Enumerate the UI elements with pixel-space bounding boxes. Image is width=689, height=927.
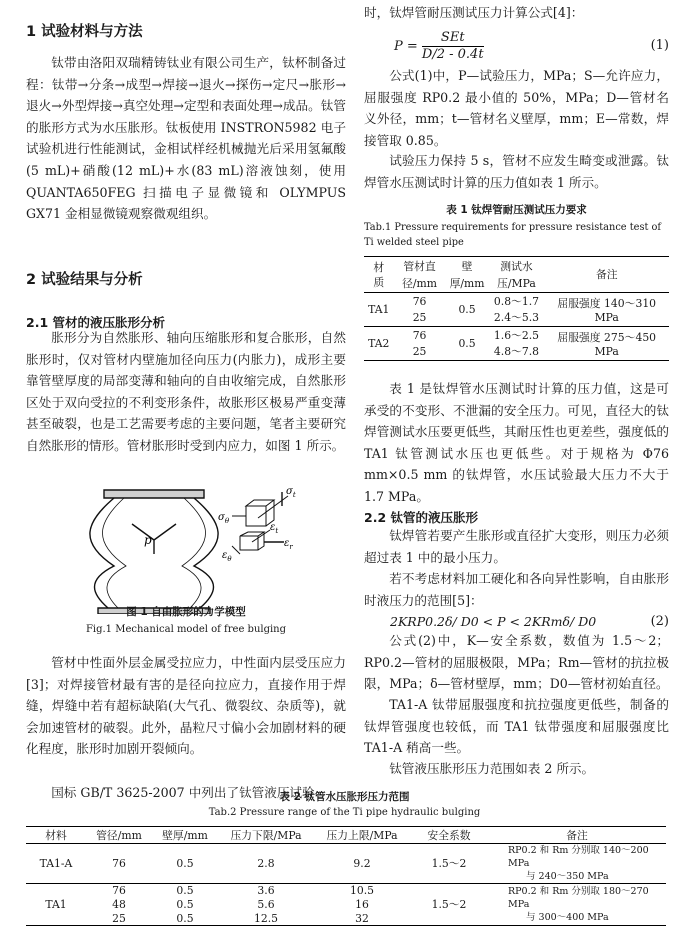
equation-1-numerator: SEt: [422, 30, 484, 47]
figure-1-caption-en: Fig.1 Mechanical model of free bulging: [85, 624, 287, 635]
label-eps-t: $\varepsilon_t$: [270, 522, 279, 535]
section-1-title: 1 试验材料与方法: [26, 24, 143, 40]
table-2-title-en: Tab.2 Pressure range of the Ti pipe hydraulic bulging: [208, 807, 481, 818]
equation-1-intro: 时，钛焊管耐压测试压力计算公式[4]：: [364, 5, 584, 20]
figure-1-caption-cn: 图 1 自由胀形的力学模型: [126, 606, 246, 618]
table-row: 25 4.8～7.8: [412, 345, 540, 359]
equation-1-denominator: D/2 - 0.4t: [421, 47, 484, 62]
equation-1-number: (1): [650, 38, 669, 53]
equation-2-number: (2): [650, 614, 669, 629]
table-row: TA2 76 0.5 1.6～2.5 屈服强度 275～450 MPa: [368, 328, 657, 358]
table-row: TA1-A 76 0.5 2.8 9.2 1.5～2 RP0.2 和 Rm 分别取 140～200 MPa 与 240～350 MPa: [26, 844, 666, 884]
section-2-title: 2 试验结果与分析: [26, 272, 143, 288]
label-p: p: [144, 533, 152, 547]
label-eps-theta: $\varepsilon_\theta$: [222, 550, 232, 563]
equation-2: 2KRP0.2δ/ D0 < P < 2KRmδ/ D0: [390, 614, 597, 629]
figure-1-mechanical-model: [26, 484, 346, 614]
table-1-title-cn: 表 1 钛焊管耐压测试压力要求: [446, 204, 587, 216]
section-2-2-title: 2.2 钛管的液压胀形: [364, 510, 478, 525]
section-2-1-paragraph-2: 管材中性面外层金属受拉应力，中性面内层受压应力[3]；对焊接管材最有害的是径向拉应力，直接作用于焊缝，焊缝中若有超标缺陷(大气孔、微裂纹、杂质等)，就会加速管材的破裂。此外，晶粒尺寸偏小会加剧材料的硬化程度，胀形时加剧开裂倾向。: [26, 655, 346, 757]
table-2-header: 材料 管径/mm 壁厚/mm 压力下限/MPa 压力上限/MPa 安全系数 备注: [26, 827, 666, 844]
table-2-title-cn: 表 2 钛管水压胀形压力范围: [279, 791, 410, 803]
table-1: [364, 256, 669, 361]
table-row: 25 0.5 12.5 32: [112, 911, 369, 925]
section-2-1-title: 2.1 管材的液压胀形分析: [26, 315, 165, 330]
table-2-intro: 钛管液压胀形压力范围如表 2 所示。: [389, 761, 595, 776]
section-2-1-paragraph: 胀形分为自然胀形、轴向压缩胀形和复合胀形，自然胀形时，仅对管材内壁施加径向压力(内胀力)，成形主要靠管壁厚度的局部变薄和轴向的自由收缩完成，自然胀形区处于双向受拉的不利变形条件，故胀形区极易严重变薄甚至破裂，也是工艺需要考虑的主要问题，笔者主要研究自然胀形的情形。管材胀形时受到内应力，如图 1 所示。: [26, 330, 346, 453]
equation-1-explanation: 公式(1)中，P—试验压力，MPa；S—允许应力，屈服强度 RP0.2 最小值的 50%，MPa；D—管材名义外径，mm；t—管材名义壁厚，mm；E—常数，焊接管取 0.85。: [364, 68, 669, 148]
equation-2-explanation: 公式(2)中，K—安全系数，数值为 1.5～2；RP0.2—管材的屈服极限，MPa；Rm—管材的抗拉极限，MPa；δ—管材壁厚，mm；D0—管材初始直径。: [364, 633, 669, 692]
table-row: TA1 76 0.5 3.6 10.5 1.5～2 RP0.2 和 Rm 分别取 180～270 MPa 与 300～400 MPa: [45, 884, 649, 923]
table-1-header: 材质 管材直径/mm 壁厚/mm 测试水压/MPa 备注: [364, 257, 669, 293]
section-2-1-paragraph-3: 国标 GB/T 3625-2007 中列出了钛管液压试验: [51, 785, 315, 800]
label-eps-r: $\varepsilon_r$: [284, 538, 293, 551]
label-sigma-theta: $\sigma_\theta$: [218, 512, 230, 525]
table-row: 25 2.4～5.3: [364, 310, 669, 327]
test-pressure-paragraph: 试验压力保持 5 s，管材不应发生畸变或泄露。钛焊管水压测试时计算的压力值如表 1 所示。: [364, 153, 669, 190]
section-2-2-paragraph-1: 钛焊管若要产生胀形或直径扩大变形，则压力必须超过表 1 中的最小压力。: [364, 528, 669, 565]
table-2: [26, 826, 666, 926]
section-2-2-paragraph-2: 若不考虑材料加工硬化和各向异性影响，自由胀形时液压力的范围[5]：: [364, 571, 669, 608]
ta1a-paragraph: TA1-A 钛带屈服强度和抗拉强度更低些，制备的钛焊管强度也较低，而 TA1 钛带强度和屈服强度比 TA1-A 稍高一些。: [364, 697, 669, 756]
table-row: 48 0.5 5.6 16: [112, 898, 369, 911]
table-row: TA1 76 0.5 0.8～1.7 屈服强度 140～310 MPa: [368, 294, 657, 324]
label-sigma-t: $\sigma_t$: [286, 486, 296, 499]
table-1-discussion: 表 1 是钛焊管水压测试时计算的压力值，这是可承受的不变形、不泄漏的安全压力。可见，直径大的钛焊管测试水压要更低些，其耐压性也更差些，强度低的 TA1 钛管测试水压也更低些。对于规格为 Φ76 mm×0.5 mm 的钛焊管，水压试验最大压力不大于 1.7 MPa。: [364, 381, 669, 504]
section-1-paragraph: 钛带由洛阳双瑞精铸钛业有限公司生产，钛杯制备过程：钛带→分条→成型→焊接→退火→探伤→定尺→胀形→退火→外型焊接→真空处理→定型和表面处理→成品。钛管的胀形方式为水压胀形。钛板使用 INSTRON5982 电子试验机进行性能测试，金相试样经机械抛光后采用氢氟酸(5 mL)+硝酸(12 mL)+水(83 mL)溶液蚀刻，使用 QUANTA650FEG 扫描电子显微镜和 OLYMPUS GX71 金相显微镜观察微观组织。: [26, 55, 346, 222]
table-1-title-en: Tab.1 Pressure requirements for pressure resistance test of Ti welded steel pipe: [364, 222, 662, 248]
equation-1: P = $\frac{\text{SEt}}{D/2 - 0.4t}$: [394, 30, 484, 62]
